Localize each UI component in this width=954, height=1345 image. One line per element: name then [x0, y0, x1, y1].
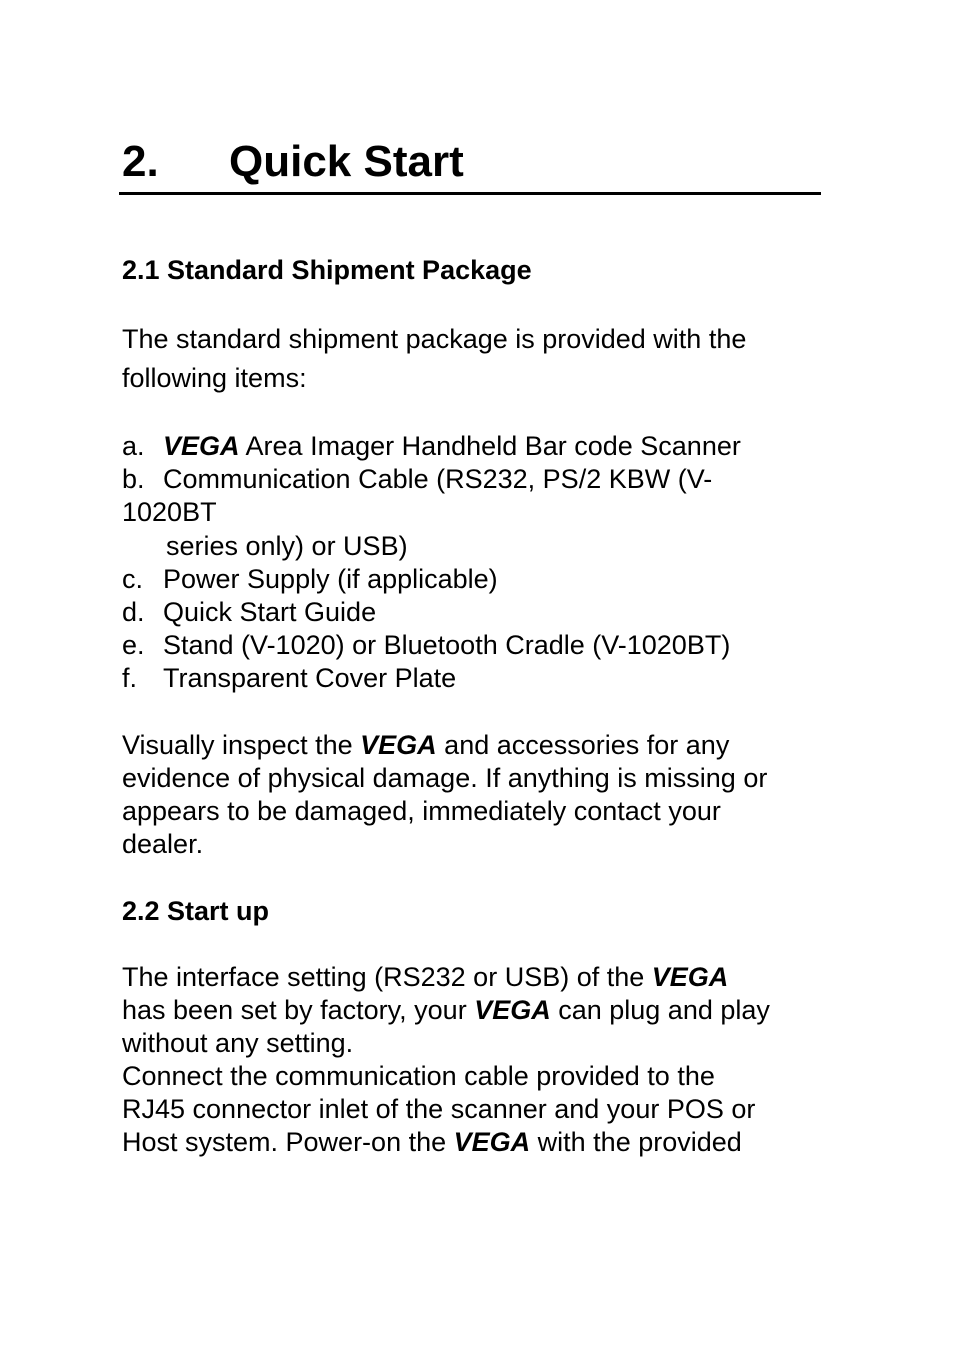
list-item-text: Transparent Cover Plate [163, 663, 457, 693]
title-underline [119, 192, 821, 195]
list-marker: c. [122, 564, 144, 594]
list-marker: a. [122, 431, 145, 461]
paragraph-text: evidence of physical damage. If anything is missing or [122, 763, 768, 793]
list-item-text: Stand (V-1020) or Bluetooth Cradle (V-1020BT) [163, 630, 731, 660]
list-marker: d. [122, 597, 145, 627]
intro-line: The standard shipment package is provided with the [122, 324, 747, 354]
list-item-f [122, 662, 456, 695]
paragraph-text: Visually inspect the [122, 730, 361, 760]
list-item-d [122, 596, 376, 629]
list-item-a [122, 430, 741, 463]
brand-name: VEGA [360, 730, 437, 760]
list-item-b-continuation: series only) or USB) [166, 531, 408, 561]
chapter-number: 2. [122, 137, 159, 186]
paragraph-text: RJ45 connector inlet of the scanner and your POS or [122, 1094, 756, 1124]
brand-name: VEGA [474, 995, 551, 1025]
list-item-text: Communication Cable (RS232, PS/2 KBW (V- [163, 464, 713, 494]
paragraph-text: without any setting. [122, 1028, 354, 1058]
paragraph-text: Host system. Power-on the [122, 1127, 454, 1157]
list-item-text: Quick Start Guide [163, 597, 377, 627]
intro-line: following items: [122, 363, 307, 393]
chapter-title-text: Quick Start [229, 137, 464, 186]
brand-name: VEGA [651, 962, 729, 992]
section-heading-shipment: 2.1 Standard Shipment Package [122, 255, 532, 285]
paragraph-text: with the provided [530, 1127, 742, 1157]
section-heading-startup: 2.2 Start up [122, 896, 270, 926]
list-item-b [122, 463, 712, 496]
paragraph-text: dealer. [122, 829, 204, 859]
paragraph-text: Connect the communication cable provided to the [122, 1061, 715, 1091]
list-item-b-wrap: 1020BT [122, 497, 217, 527]
inspection-paragraph [122, 729, 767, 861]
list-marker: f. [122, 663, 138, 693]
paragraph-text: The interface setting (RS232 or USB) of the [122, 962, 652, 992]
list-marker: e. [122, 630, 145, 660]
intro-paragraph [122, 320, 746, 398]
brand-name: VEGA [453, 1127, 531, 1157]
list-item-c [122, 563, 498, 596]
paragraph-text: appears to be damaged, immediately contact your [122, 796, 721, 826]
list-item-e [122, 629, 730, 662]
startup-paragraph [122, 961, 770, 1159]
paragraph-text: can plug and play [550, 995, 770, 1025]
brand-name: VEGA [163, 431, 240, 461]
list-item-text: Power Supply (if applicable) [163, 564, 498, 594]
chapter-title [122, 136, 464, 188]
paragraph-text: and accessories for any [436, 730, 730, 760]
list-marker: b. [122, 464, 145, 494]
paragraph-text: has been set by factory, your [122, 995, 475, 1025]
list-item-text: Area Imager Handheld Bar code Scanner [239, 431, 741, 461]
